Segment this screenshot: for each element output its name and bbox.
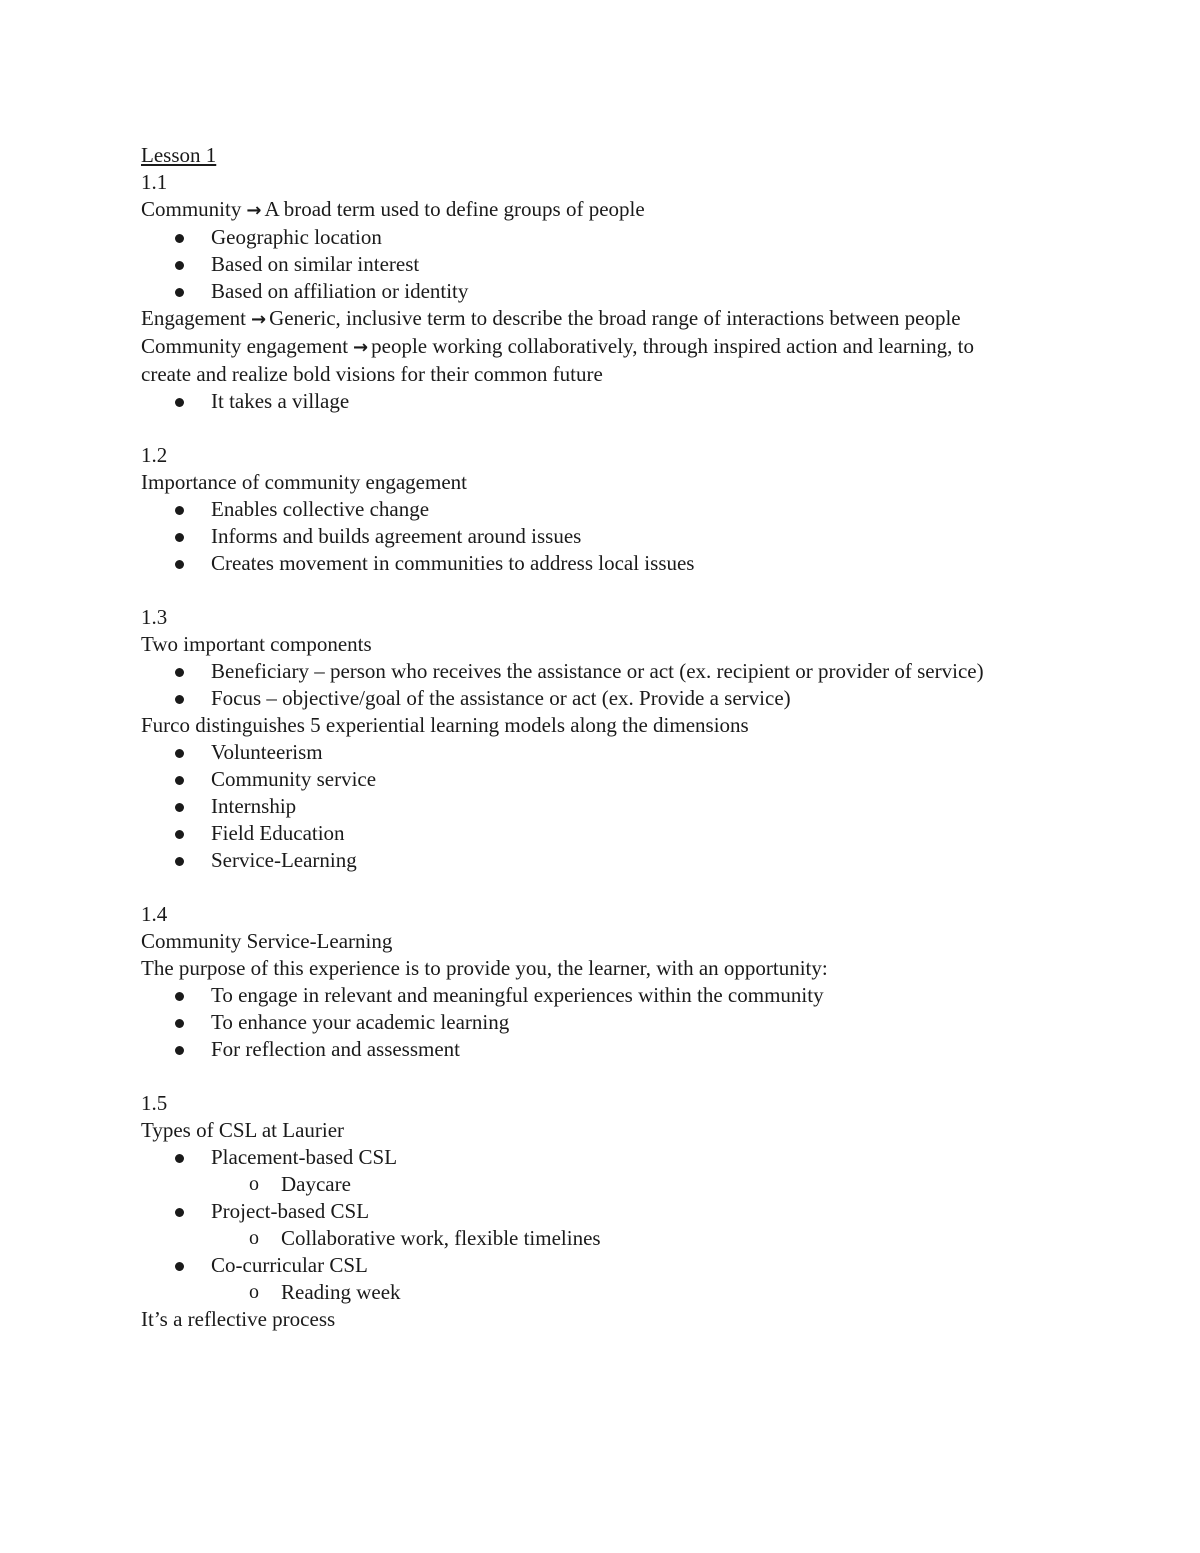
- sub-list-item: o Reading week: [249, 1280, 401, 1304]
- list-item: Placement-based CSL: [141, 1144, 1021, 1171]
- bullet-icon: [175, 803, 184, 812]
- bullet-icon: [175, 261, 184, 270]
- section-heading: Types of CSL at Laurier: [141, 1118, 345, 1142]
- list-item: For reflection and assessment: [141, 1036, 1021, 1063]
- bullet-icon: [175, 1154, 184, 1163]
- bullet-list: [141, 1144, 1021, 1306]
- list-item: Geographic location: [141, 224, 1021, 251]
- lesson-title: Lesson 1: [141, 143, 217, 167]
- purpose-line: The purpose of this experience is to provide you, the learner, with an opportunity:: [141, 956, 828, 980]
- bullet-icon: [175, 1019, 184, 1028]
- term: Engagement: [141, 306, 246, 330]
- list-item: To engage in relevant and meaningful experiences within the community: [141, 982, 1021, 1009]
- section-number: 1.4: [141, 902, 168, 926]
- section-heading: Importance of community engagement: [141, 470, 467, 494]
- bullet-icon: [175, 857, 184, 866]
- bullet-list: [141, 658, 1021, 712]
- arrow-icon: →: [250, 309, 267, 330]
- arrow-icon: →: [353, 337, 369, 358]
- bullet-list: [141, 224, 1021, 305]
- arrow-icon: →: [246, 200, 262, 221]
- spacer: [141, 874, 1021, 901]
- bullet-list: [141, 739, 1021, 874]
- list-item: Field Education: [141, 820, 1021, 847]
- definition: people working collaboratively, through inspired action and learning, to create and realize bold visions for their common future: [141, 334, 974, 386]
- list-item: Creates movement in communities to address local issues: [141, 550, 1021, 577]
- term: Community: [141, 197, 242, 221]
- definition: A broad term used to define groups of people: [264, 197, 645, 221]
- list-item: Based on similar interest: [141, 251, 1021, 278]
- definition-community-engagement: [141, 333, 1021, 388]
- bullet-icon: [175, 749, 184, 758]
- list-item: It takes a village: [141, 388, 1021, 415]
- bullet-icon: [175, 560, 184, 569]
- bullet-icon: [175, 506, 184, 515]
- list-item: Beneficiary – person who receives the assistance or act (ex. recipient or provider of service): [141, 658, 1021, 685]
- sub-list-item: o Daycare: [249, 1172, 351, 1196]
- bullet-icon: [175, 234, 184, 243]
- list-item: Based on affiliation or identity: [141, 278, 1021, 305]
- bullet-icon: [175, 288, 184, 297]
- list-item: Project-based CSL: [141, 1198, 1021, 1225]
- list-item: Volunteerism: [141, 739, 1021, 766]
- list-item: Focus – objective/goal of the assistance or act (ex. Provide a service): [141, 685, 1021, 712]
- bullet-icon: [175, 398, 184, 407]
- bullet-icon: [175, 992, 184, 1001]
- list-item: Enables collective change: [141, 496, 1021, 523]
- section-heading: Two important components: [141, 632, 372, 656]
- bullet-icon: [175, 776, 184, 785]
- list-item: Internship: [141, 793, 1021, 820]
- list-item: Co-curricular CSL: [141, 1252, 1021, 1279]
- document-page: [141, 142, 1021, 1333]
- bullet-icon: [175, 695, 184, 704]
- bullet-icon: [175, 1208, 184, 1217]
- section-heading: Community Service-Learning: [141, 929, 393, 953]
- sub-list-item: o Collaborative work, flexible timelines: [249, 1226, 601, 1250]
- closing-line: It’s a reflective process: [141, 1307, 336, 1331]
- list-item: Community service: [141, 766, 1021, 793]
- bullet-icon: [175, 668, 184, 677]
- circle-bullet-icon: o: [249, 1281, 259, 1303]
- section-number: 1.5: [141, 1091, 168, 1115]
- list-item: Service-Learning: [141, 847, 1021, 874]
- spacer: [141, 415, 1021, 442]
- bullet-icon: [175, 1262, 184, 1271]
- section-number: 1.2: [141, 443, 168, 467]
- furco-line: Furco distinguishes 5 experiential learning models along the dimensions: [141, 713, 749, 737]
- definition-community: [141, 196, 1021, 224]
- list-item: To enhance your academic learning: [141, 1009, 1021, 1036]
- bullet-list: [141, 388, 1021, 415]
- term: Community engagement: [141, 334, 349, 358]
- section-number: 1.3: [141, 605, 168, 629]
- bullet-icon: [175, 1046, 184, 1055]
- bullet-icon: [175, 533, 184, 542]
- circle-bullet-icon: o: [249, 1227, 259, 1249]
- bullet-list: [141, 982, 1021, 1063]
- circle-bullet-icon: o: [249, 1173, 259, 1195]
- list-item: Informs and builds agreement around issues: [141, 523, 1021, 550]
- definition-engagement: [141, 305, 1021, 333]
- spacer: [141, 1063, 1021, 1090]
- definition: Generic, inclusive term to describe the broad range of interactions between people: [269, 306, 961, 330]
- spacer: [141, 577, 1021, 604]
- bullet-icon: [175, 830, 184, 839]
- bullet-list: [141, 496, 1021, 577]
- section-number: 1.1: [141, 170, 168, 194]
